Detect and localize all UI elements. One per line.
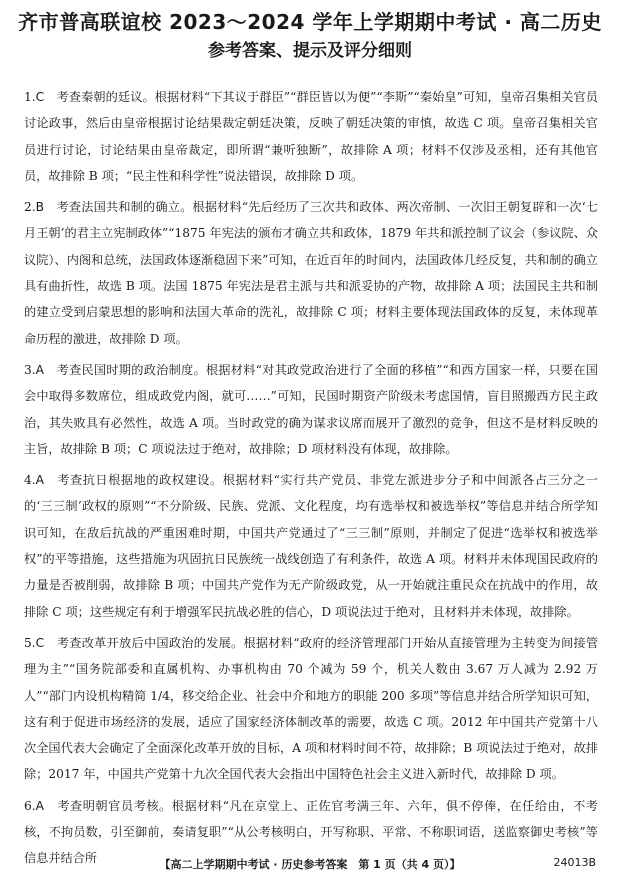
answer-item-2 [24, 194, 598, 352]
item-number: 4. [24, 473, 36, 488]
answer-letter: A [35, 362, 44, 377]
answer-letter: A [35, 798, 44, 813]
answer-item-4 [24, 467, 598, 625]
item-number: 1. [24, 90, 36, 104]
answer-explanation: 考查抗日根据地的政权建设。根据材料“实行共产党员、非党左派进步分子和中间派各占三分之一的‘三三制’政权的原则”“不分阶级、民族、党派、文化程度，均有选举权和被选举权”等信息并结合所学知识可知，在敌后抗战的严重困难时期，中国共产党通过了“三三制”原则，并制定了促进“选举权和被选举权”的平等措施，这些措施为巩固抗日民族统一战线创造了有利条件，故选 A 项。材料并未体现国民政府的力量是否被削弱，故排除 B 项；中国共产党作为无产阶级政党，从一开始就注重民众在抗战中的作用，故排除 C 项；这些规定有利于增强军民抗战必胜的信心，D 项说法过于绝对，且材料并未体现，故排除。 [24, 473, 598, 619]
answer-item-3 [24, 357, 598, 462]
footer-doc-code: 24013B [553, 856, 596, 869]
answer-letter: C [35, 90, 45, 104]
answer-letter: A [35, 473, 44, 488]
answer-list [24, 84, 598, 877]
answer-explanation: 考查明朝官员考核。根据材料“凡在京堂上、正佐官考满三年、六年，俱不停俸，在任给由，不考核，不拘员数，引至御前，奏请复职”“从公考核明白，开写称职、平常、不称职词语，送监察御史考核”等信息并结合所 [24, 798, 598, 866]
page-subtitle: 参考答案、提示及评分细则 [208, 41, 412, 61]
answer-explanation: 考查民国时期的政治制度。根据材料“对其政党政治进行了全面的移植”“和西方国家一样，只要在国会中取得多数席位，组成政党内阁，就可……”可知，民国时期资产阶级未考虑国情，盲目照搬西方民主政治，其失败具有必然性，故选 A 项。当时政党的确为谋求议席而展开了激烈的竞争，但这不是材料反映的主旨，故排除 B 项；C 项说法过于绝对，故排除；D 项材料没有体现，故排除。 [24, 362, 598, 456]
answer-explanation: 考查秦朝的廷议。根据材料“下其议于群臣”“群臣皆以为便”“李斯”“秦始皇”可知，皇帝召集相关官员讨论政事，然后由皇帝根据讨论结果裁定朝廷决策，反映了朝廷决策的审慎，故选 C 项。皇帝召集相关官员进行讨论，讨论结果由皇帝裁定，即所谓“兼听独断”，故排除 A 项；材料不仅涉及丞相，还有其他官员，故排除 B 项；“民主性和科学性”说法错误，故排除 D 项。 [24, 90, 598, 183]
item-number: 6. [24, 798, 36, 813]
answer-letter: B [35, 200, 45, 215]
page-title: 齐市普高联谊校 2023～2024 学年上学期期中考试 · 高二历史 [18, 10, 602, 34]
answer-item-5 [24, 630, 598, 788]
item-number: 5. [24, 635, 36, 650]
item-number: 2. [24, 200, 36, 215]
answer-item-1 [24, 84, 598, 189]
footer-page-info: 【高二上学期期中考试 · 历史参考答案 第 1 页（共 4 页）】 [159, 858, 461, 871]
item-number: 3. [24, 362, 36, 377]
answer-letter: C [35, 635, 45, 650]
page-footer [0, 856, 620, 874]
answer-explanation: 考查改革开放后中国政治的发展。根据材料“政府的经济管理部门开始从直接管理为主转变为间接管理为主”“国务院部委和直属机构、办事机构由 70 个减为 59 个，机关人数由 3.67 万人减为 2.92 万人”“部门内设机构精简 1/4，移交给企业、社会中介和地方的职能 200 多项”等信息并结合所学知识可知，这有利于促进市场经济的发展，适应了国家经济体制改革的需要，故选 C 项。2012 年中国共产党第十八次全国代表大会确定了全面深化改革开放的目标，A 项和材料时间不符，故排除；B 项说法过于绝对，故排除；2017 年，中国共产党第十九次全国代表大会指出中国特色社会主义进入新时代，故排除 D 项。 [24, 635, 599, 782]
answer-explanation: 考查法国共和制的确立。根据材料“先后经历了三次共和政体、两次帝制、一次旧王朝复辟和一次‘七月王朝’的君主立宪制政体”“1875 年宪法的颁布才确立共和政体，1879 年共和派控制了议会（参议院、众议院）、内阁和总统，法国政体逐渐稳固下来”可知，在近百年的时间内，法国政体几经反复，共和制的确立具有曲折性，故选 B 项。法国 1875 年宪法是君主派与共和派妥协的产物，故排除 A 项；法国民主共和制的建立受到启蒙思想的影响和法国大革命的洗礼，故排除 C 项；材料主要体现法国政体的反复，未体现革命历程的激进，故排除 D 项。 [24, 200, 599, 346]
